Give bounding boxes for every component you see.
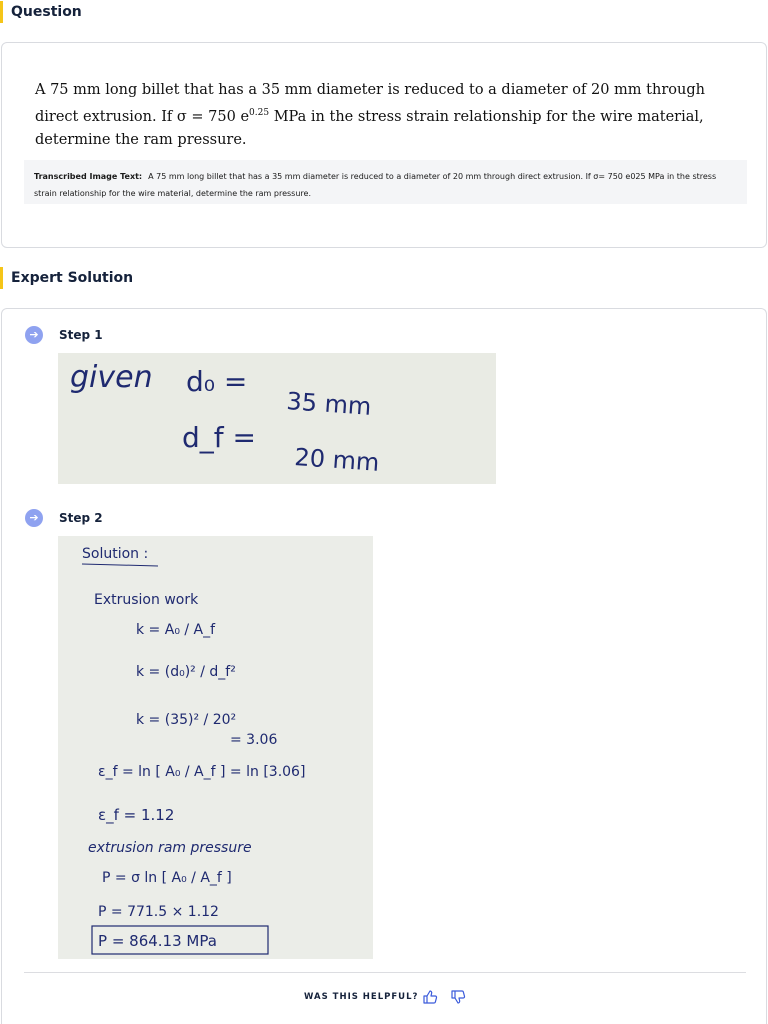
hw-do: d₀ = bbox=[186, 365, 248, 398]
step-1-header[interactable] bbox=[25, 326, 103, 344]
hw-20mm: 20 mm bbox=[293, 443, 381, 477]
divider bbox=[24, 972, 746, 973]
transcribed-label: Transcribed Image Text: bbox=[34, 172, 143, 181]
helpful-feedback bbox=[304, 989, 466, 1005]
question-text: A 75 mm long billet that has a 35 mm diameter is reduced to a diameter of 20 mm through direct extrusion. If σ = 750 $e^{0.25}$ MPa in the stress strain relationship for the wire material, determine the ram pressure. bbox=[35, 82, 705, 148]
step-1-handwritten-image bbox=[58, 353, 496, 484]
transcribed-text: A 75 mm long billet that has a 35 mm diameter is reduced to a diameter of 20 mm through direct extrusion. If σ= 750 e025 MPa in the stress strain relationship for the wire material, determine the ram pressure. bbox=[34, 172, 717, 198]
expert-solution-heading: Expert Solution bbox=[0, 267, 133, 289]
solution-card bbox=[1, 308, 767, 1024]
hw-35mm: 35 mm bbox=[285, 387, 373, 421]
question-card bbox=[1, 42, 767, 248]
helpful-label: WAS THIS HELPFUL? bbox=[304, 992, 419, 1002]
step-label: Step 1 bbox=[59, 328, 103, 342]
thumbs-down-icon[interactable] bbox=[450, 989, 466, 1005]
step-2-header[interactable] bbox=[25, 509, 103, 527]
hw-ram-pressure-label: extrusion ram pressure bbox=[88, 840, 252, 856]
hw-k-eq-3: k = (35)² / 20² bbox=[136, 712, 237, 728]
step-2-handwritten-image bbox=[58, 536, 373, 959]
hw-given: given bbox=[70, 360, 153, 395]
thumbs-up-icon[interactable] bbox=[422, 989, 438, 1005]
arrow-right-icon: ➔ bbox=[25, 326, 43, 344]
step-label: Step 2 bbox=[59, 511, 103, 525]
hw-k-result: = 3.06 bbox=[230, 732, 278, 748]
hw-extrusion-work: Extrusion work bbox=[94, 592, 199, 608]
hw-k-eq-1: k = A₀ / A_f bbox=[136, 622, 216, 638]
arrow-right-icon: ➔ bbox=[25, 509, 43, 527]
hw-final-answer: P = 864.13 MPa bbox=[98, 932, 217, 950]
hw-pressure-eq: P = σ ln [ A₀ / A_f ] bbox=[102, 870, 232, 886]
question-heading: Question bbox=[0, 1, 82, 23]
hw-k-eq-2: k = (d₀)² / d_f² bbox=[136, 664, 236, 680]
hw-strain-result: ε_f = 1.12 bbox=[98, 806, 175, 824]
transcribed-image-text bbox=[24, 160, 747, 204]
hw-strain-eq: ε_f = ln [ A₀ / A_f ] = ln [3.06] bbox=[98, 764, 306, 780]
hw-solution: Solution : bbox=[82, 546, 149, 562]
hw-df: d_f = bbox=[182, 421, 256, 454]
hw-pressure-calc: P = 771.5 × 1.12 bbox=[98, 904, 219, 920]
